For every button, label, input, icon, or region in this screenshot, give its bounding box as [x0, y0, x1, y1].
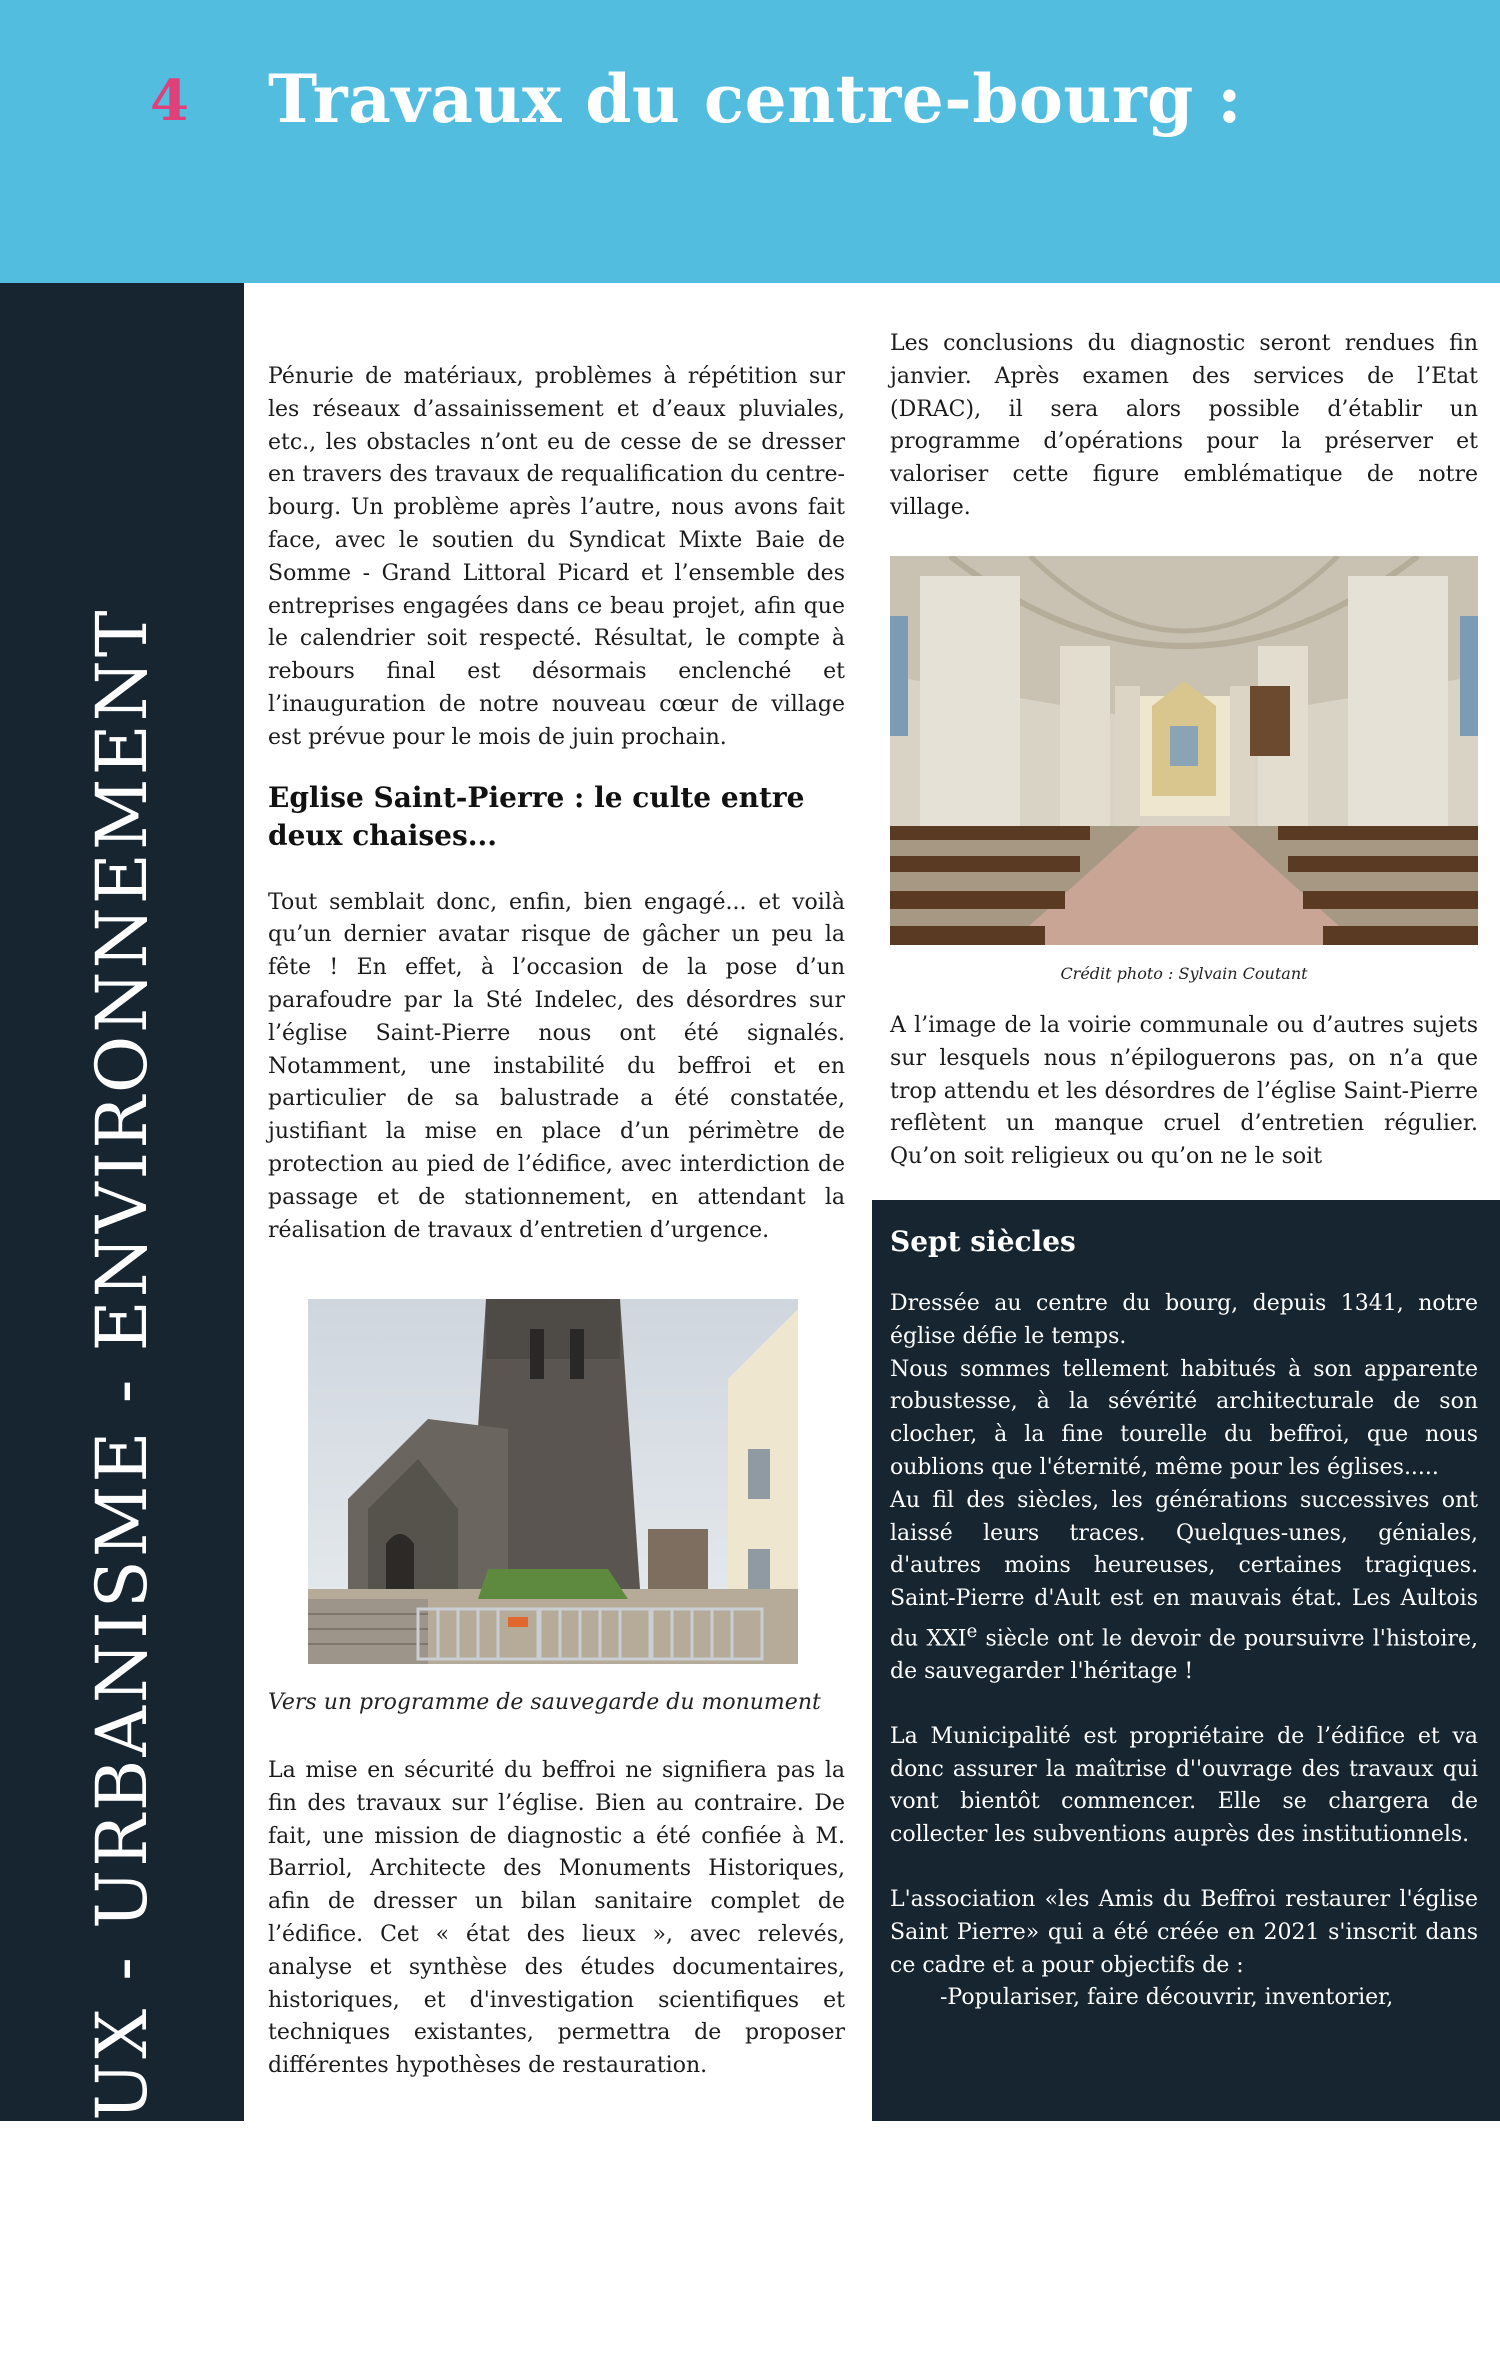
church-interior-photo — [890, 556, 1478, 945]
sept-siecles-box — [872, 1200, 1500, 2121]
photo-credit: Crédit photo : Sylvain Coutant — [1060, 964, 1308, 983]
box-title: Sept siècles — [890, 1225, 1076, 1258]
box-paragraph-3 — [890, 1485, 1478, 1689]
diagnostic-paragraph: La mise en sécurité du beffroi ne signifiera pas la fin des travaux sur l’église. Bien au contraire. De fait, une mission de diagnostic a été confiée à M. Barriol, Architecte des Monuments Historiques, afin de dresser un bilan sanitaire complet de l’édifice. Cet « état des lieux », avec relevés, analyse et synthèse des études documentaires, historiques, et d'investigation scientifiques et techniques existantes, permettra de proposer différentes hypothèses de restauration. — [268, 1758, 845, 2079]
box-paragraph-2: Nous sommes tellement habitués à son apparente robustesse, à la sévérité architecturale de son clocher, à la fine tourelle du beffroi, que nous oublions que l'éternité, même pour les églises..... — [890, 1356, 1478, 1480]
box-paragraph-3-end: siècle ont le devoir de poursuivre l'histoire, de sauvegarder l'héritage ! — [890, 1626, 1478, 1685]
box-superscript: e — [966, 1620, 978, 1642]
exterior-photo-caption: Vers un programme de sauvegarde du monument — [268, 1690, 821, 1715]
section-sidebar — [0, 283, 244, 2379]
church-subheading: Eglise Saint-Pierre : le culte entre deux chaises... — [268, 780, 805, 852]
maintenance-paragraph: A l’image de la voirie communale ou d’autres sujets sur lesquels nous n’épiloguerons pas, on n’a que trop attendu et les désordres de l’église Saint-Pierre reflètent un manque cruel d’entretien régulier. Qu’on soit religieux ou qu’on ne le soit — [890, 1013, 1478, 1170]
conclusions-paragraph: Les conclusions du diagnostic seront rendues fin janvier. Après examen des services de l’Etat (DRAC), il sera alors possible d’établir un programme d’opérations pour la préserver et valoriser cette figure emblématique de notre village. — [890, 331, 1478, 520]
box-paragraph-4: La Municipalité est propriétaire de l’édifice et va donc assurer la maîtrise d''ouvrage des travaux qui vont bientôt commencer. Elle se chargera de collecter les subventions auprès des institutionnels. — [890, 1723, 1478, 1848]
box-paragraph-6: -Populariser, faire découvrir, inventorier, — [940, 1985, 1394, 2011]
left-column-bottom — [268, 1755, 845, 2083]
left-column — [268, 361, 845, 1247]
right-column-bottom — [890, 1010, 1478, 1174]
church-exterior-photo — [308, 1299, 798, 1664]
intro-paragraph: Pénurie de matériaux, problèmes à répétition sur les réseaux d’assainissement et d’eaux pluviales, etc., les obstacles n’ont eu de cesse de se dresser en travers des travaux de requalification du centre-bourg. Un problème après l’autre, nous avons fait face, avec le soutien du Syndicat Mixte Baie de Somme - Grand Littoral Picard et l’ensemble des entreprises engagées dans ce beau projet, afin que le calendrier soit respecté. Résultat, le compte à rebours final est désormais enclenché et l’inauguration de notre nouveau cœur de village est prévue pour le mois de juin prochain. — [268, 364, 845, 750]
section-label: TRAVAUX - URBANISME - ENVIRONNEMENT — [81, 607, 163, 2379]
right-column — [890, 328, 1478, 525]
box-paragraph-5: L'association «les Amis du Beffroi restaurer l'église Saint Pierre» qui a été créée en 2021 s'inscrit dans ce cadre et a pour objectifs de : — [890, 1887, 1478, 1978]
box-paragraph-1: Dressée au centre du bourg, depuis 1341, notre église défie le temps. — [890, 1291, 1478, 1349]
church-paragraph: Tout semblait donc, enfin, bien engagé... et voilà qu’un dernier avatar risque de gâcher un peu la fête ! En effet, à l’occasion de la pose d’un parafoudre par la Sté Indelec, des désordres sur l’église Saint-Pierre nous ont été signalés. Notamment, une instabilité du beffroi et en particulier de sa balustrade a été constatée, justifiant la mise en place d’un périmètre de protection au pied de l’édifice, avec interdiction de passage et de stationnement, en attendant la réalisation de travaux d’entretien d’urgence. — [268, 889, 845, 1243]
page-number: 4 — [150, 68, 189, 134]
page-header — [0, 0, 1500, 283]
box-paragraph-3-start: Au fil des siècles, les générations successives ont laissé leurs traces. Quelques-unes, géniales, d'autres moins heureuses, certaines tragiques. Saint-Pierre d'Ault est en mauvais état. Les Aultois du XXI — [890, 1487, 1478, 1652]
page-title: Travaux du centre-bourg : — [268, 60, 1243, 138]
